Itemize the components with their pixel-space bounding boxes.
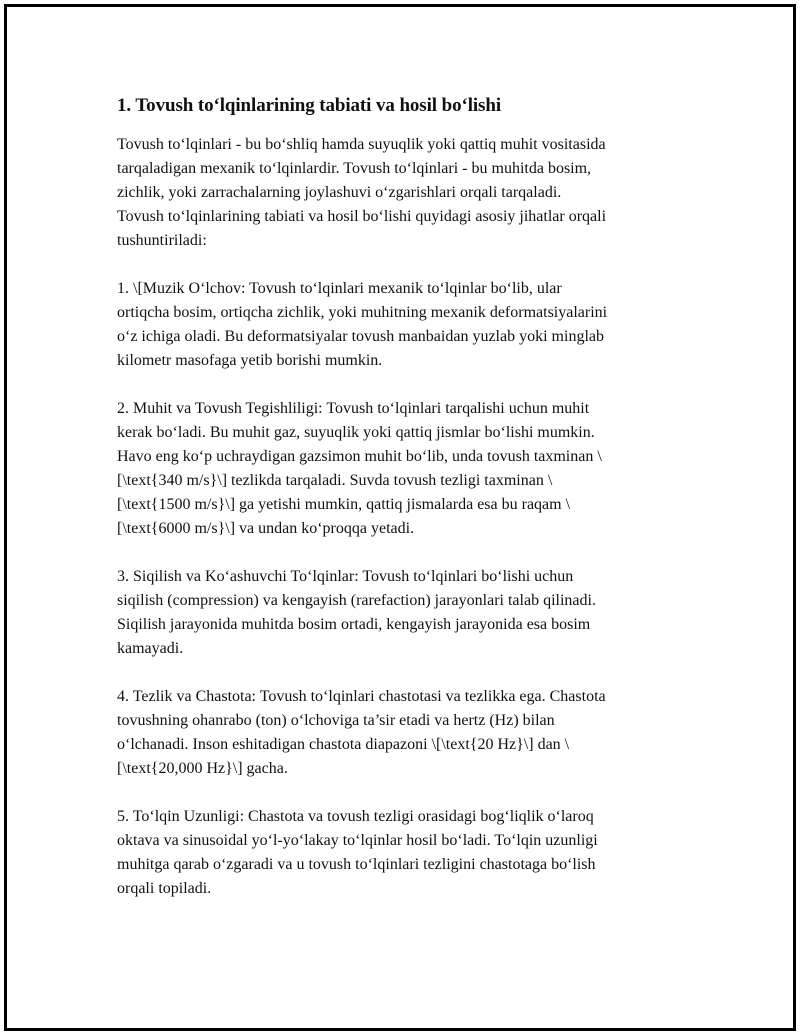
text-line: [\text{1500 m/s}\] ga yetishi mumkin, qattiq jismalarda esa bu raqam \: [117, 495, 571, 513]
text-line: 3. Siqilish va Ko‘ashuvchi To‘lqinlar: Tovush to‘lqinlari bo‘lishi uchun: [117, 567, 574, 585]
text-line: 4. Tezlik va Chastota: Tovush to‘lqinlari chastotasi va tezlikka ega. Chastota: [117, 687, 606, 705]
paragraph-point-4: [117, 685, 692, 781]
text-line: kerak bo‘ladi. Bu muhit gaz, suyuqlik yoki qattiq jismlar bo‘lishi mumkin.: [117, 423, 595, 441]
text-line: tovushning ohanrabo (ton) o‘lchoviga ta’sir etadi va hertz (Hz) bilan: [117, 711, 555, 729]
text-line: kamayadi.: [117, 639, 184, 657]
text-line: ortiqcha bosim, ortiqcha zichlik, yoki muhitning mexanik deformatsiyalarini: [117, 303, 608, 321]
document-title: 1. Tovush to‘lqinlarining tabiati va hosil bo‘lishi: [117, 95, 502, 116]
text-line: o‘lchanadi. Inson eshitadigan chastota diapazoni \[\text{20 Hz}\] dan \: [117, 735, 570, 753]
text-line: kilometr masofaga yetib borishi mumkin.: [117, 351, 383, 369]
text-line: [\text{6000 m/s}\] va undan ko‘proqqa yetadi.: [117, 519, 415, 537]
text-line: Havo eng ko‘p uchraydigan gazsimon muhit bo‘lib, unda tovush taxminan \: [117, 447, 602, 465]
text-line: o‘z ichiga oladi. Bu deformatsiyalar tovush manbaidan yuzlab yoki minglab: [117, 327, 604, 345]
text-line: 1. \[Muzik O‘lchov: Tovush to‘lqinlari mexanik to‘lqinlar bo‘lib, ular: [117, 279, 562, 297]
text-line: [\text{340 m/s}\] tezlikda tarqaladi. Suvda tovush tezligi taxminan \: [117, 471, 553, 489]
text-line: muhitga qarab o‘zgaradi va u tovush to‘lqinlari tezligini chastotaga bo‘lish: [117, 855, 596, 873]
text-line: zichlik, yoki zarrachalarning joylashuvi o‘zgarishlari orqali tarqaladi.: [117, 183, 562, 201]
text-line: [\text{20,000 Hz}\] gacha.: [117, 759, 288, 777]
text-line: 5. To‘lqin Uzunligi: Chastota va tovush tezligi orasidagi bog‘liqlik o‘laroq: [117, 807, 594, 825]
text-line: siqilish (compression) va kengayish (rarefaction) jarayonlari talab qilinadi.: [117, 591, 596, 609]
paragraph-point-2: [117, 397, 692, 541]
text-line: Tovush to‘lqinlarining tabiati va hosil bo‘lishi quyidagi asosiy jihatlar orqali: [117, 207, 607, 225]
text-line: oktava va sinusoidal yo‘l-yo‘lakay to‘lqinlar hosil bo‘ladi. To‘lqin uzunligi: [117, 831, 598, 849]
text-line: 2. Muhit va Tovush Tegishliligi: Tovush to‘lqinlari tarqalishi uchun muhit: [117, 399, 590, 417]
document-body: [117, 94, 692, 925]
paragraph-point-1: [117, 277, 692, 373]
paragraph-point-3: [117, 565, 692, 661]
text-line: Tovush to‘lqinlari - bu bo‘shliq hamda suyuqlik yoki qattiq muhit vositasida: [117, 135, 606, 153]
paragraph-point-5: [117, 805, 692, 901]
text-line: orqali topiladi.: [117, 879, 212, 897]
paragraph-intro: [117, 133, 692, 253]
text-line: tushuntiriladi:: [117, 231, 207, 249]
text-line: Siqilish jarayonida muhitda bosim ortadi, kengayish jarayonida esa bosim: [117, 615, 591, 633]
text-line: tarqaladigan mexanik to‘lqinlardir. Tovush to‘lqinlari - bu muhitda bosim,: [117, 159, 592, 177]
